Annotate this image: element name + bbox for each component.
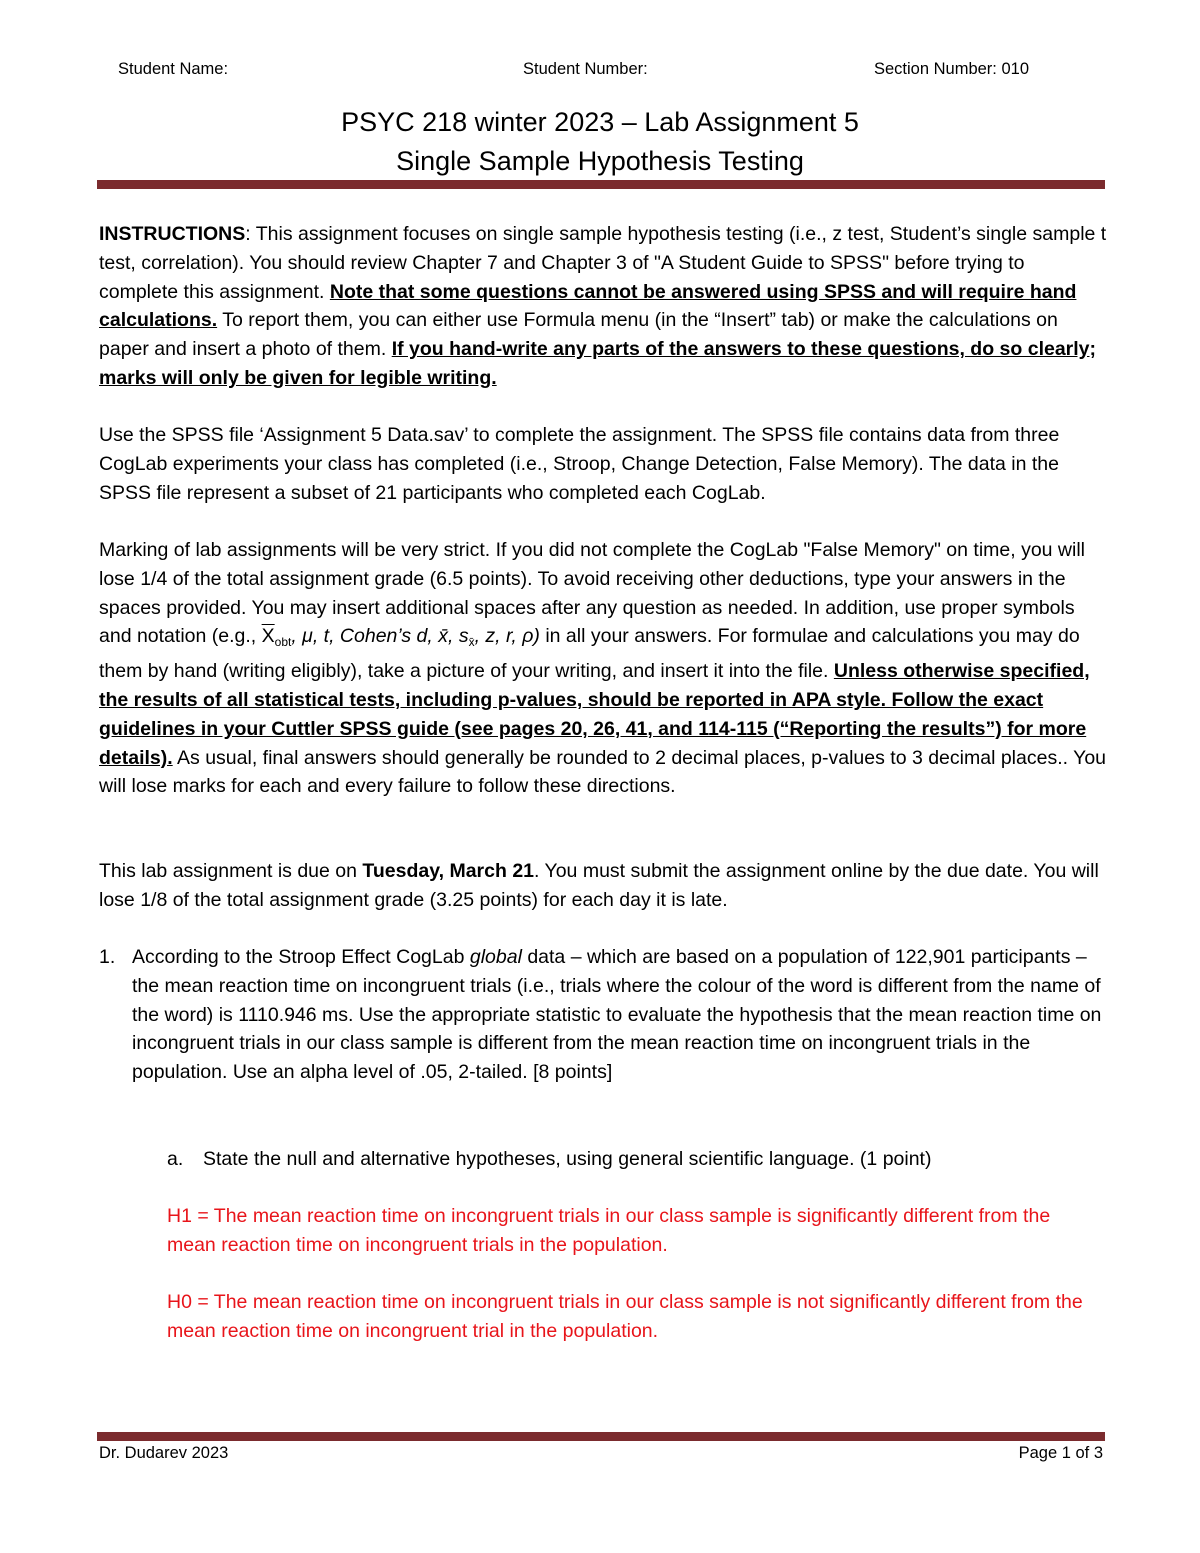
hand-calc-note: Note that some questions cannot be answered using SPSS and will require hand calculations. [99, 280, 1077, 332]
instructions-paragraph [99, 220, 1107, 393]
answer-h1[interactable]: H1 = The mean reaction time on incongruent trials in our class sample is significantly different from the mean reaction time on incongruent trials in the population. [167, 1205, 1051, 1256]
section-number-label: Section Number: 010 [874, 60, 1030, 78]
page-number: Page 1 of 3 [1018, 1444, 1103, 1462]
footer-author: Dr. Dudarev 2023 [99, 1444, 229, 1462]
document-subtitle: Single Sample Hypothesis Testing [396, 146, 804, 176]
due-text-2: . You must submit the assignment online by the due date. You will lose 1/8 of the total assignment grade (3.25 points) for each day it is late. [99, 860, 1099, 911]
instructions-text-2: To report them, you can either use Formula menu (in the “Insert” tab) or make the calculations on paper and insert a photo of them. [99, 309, 1058, 361]
symbol-sx: x̄, s [438, 625, 469, 648]
answer-h0[interactable]: H0 = The mean reaction time on incongruent trials in our class sample is not significantly different from the mean reaction time on incongruent trial in the population. [167, 1291, 1083, 1342]
question-1 [99, 943, 1107, 1087]
document-title: PSYC 218 winter 2023 – Lab Assignment 5 [341, 107, 859, 137]
marking-text-3: As usual, final answers should generally be rounded to 2 decimal places, p-values to 3 decimal places.. You will lose marks for each and every failure to follow these directions. [99, 746, 1107, 798]
marking-paragraph [99, 536, 1107, 801]
handwriting-note: If you hand-write any parts of the answers to these questions, do so clearly; marks will only be given for legible writing. [99, 338, 1097, 389]
instructions-label: INSTRUCTIONS [99, 223, 246, 245]
symbol-obt: obt [274, 635, 292, 650]
student-header [98, 60, 1058, 84]
question-1a-letter: a. [167, 1148, 184, 1170]
question-1-text-2: data – which are based on a population of 122,901 participants – the mean reaction time on incongruent trials (i.e., trials where the colour of the word is different from the name of the word) is 1110.946 ms. Use the appropriate statistic to evaluate the hypothesis that the mean reaction time on incongruent trials in our class sample is different from the mean reaction time on incongruent trials in the population. Use an alpha level of .05, 2-tailed. [8 points] [132, 946, 1102, 1084]
student-name-label: Student Name: [118, 60, 229, 78]
symbol-list-end: , z, r, ρ) [474, 625, 540, 648]
question-1a-text: State the null and alternative hypotheses, using general scientific language. (1 point) [203, 1148, 932, 1170]
student-number-label: Student Number: [523, 60, 648, 78]
due-date-paragraph [99, 857, 1107, 915]
apa-style-note: Unless otherwise specified, the results of all statistical tests, including p-values, should be reported in APA style. Follow the exact guidelines in your Cuttler SPSS guide (see pages 20, 26, 41, and 114-115 (“Reporting the results”) for more details). [99, 660, 1090, 769]
symbol-x-bar: $\overline{X}$ [261, 625, 275, 648]
due-text-1: This lab assignment is due on [99, 860, 363, 882]
instructions-colon: : [245, 223, 251, 245]
footer-divider [97, 1432, 1105, 1441]
header-divider [97, 180, 1105, 189]
symbol-sx-sub: x̄ [468, 635, 475, 650]
question-1a [167, 1145, 1067, 1174]
question-1-global: global [469, 946, 522, 968]
marking-text-2: in all your answers. For formulae and calculations you may do them by hand (writing eligibly), take a picture of your writing, and insert it into the file. [99, 625, 1080, 683]
question-1-text-1: According to the Stroop Effect CogLab [132, 946, 470, 968]
data-file-text: Use the SPSS file ‘Assignment 5 Data.sav’ to complete the assignment. The SPSS file contains data from three CogLab experiments your class has completed (i.e., Stroop, Change Detection, False Memory). The data in the SPSS file represent a subset of 21 participants who completed each CogLab. [99, 424, 1060, 504]
marking-text-1: Marking of lab assignments will be very strict. If you did not complete the CogLab "False Memory" on time, you will lose 1/4 of the total assignment grade (6.5 points). To avoid receiving other deductions, type your answers in the spaces provided. You may insert additional spaces after any question as needed. In addition, use proper symbols and notation (e.g., [99, 539, 1086, 648]
due-date: Tuesday, March 21 [362, 860, 535, 882]
data-file-paragraph [99, 421, 1107, 507]
instructions-text-1: This assignment focuses on single sample hypothesis testing (i.e., z test, Student’s single sample t test, correlation). You should review Chapter 7 and Chapter 3 of "A Student Guide to SPSS" before trying to complete this assignment. [99, 223, 1107, 303]
question-1-number: 1. [99, 946, 116, 968]
symbol-list: , μ, t, Cohen’s d, [291, 625, 439, 648]
